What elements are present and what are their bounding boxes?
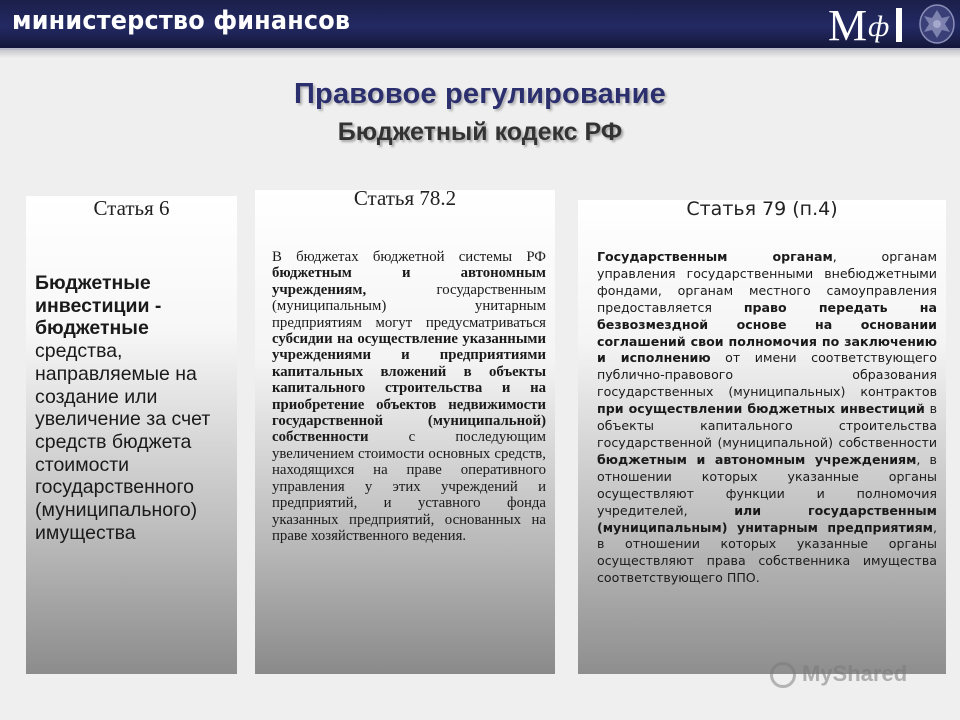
text-segment: при осуществлении бюджетных инвестиций — [597, 401, 925, 417]
header-bar — [0, 0, 960, 50]
text-segment: с последующим увеличением стоимости основных средств, находящихся на праве оперативного управления у этих учреждений и предприятий, и уставного фонда указанных предприятий, основанных на праве хозяйственного ведения. — [272, 429, 546, 544]
text-segment: право передать на безвозмездной основе на основании соглашений свои полномочия по заключению и исполнению — [597, 299, 937, 366]
coat-of-arms-icon — [916, 2, 958, 46]
slide-title: Правовое регулирование — [294, 78, 666, 110]
article-78-2-text — [272, 249, 546, 544]
text-segment: в объекты капитального строительства государственной (муниципальной) собственности — [597, 401, 937, 450]
ministry-name: министерство финансов — [12, 6, 351, 36]
text-segment: , в отношении которых указанные органы осуществляют функции и полномочия учредителей, — [597, 451, 937, 518]
text-segment: субсидии на осуществление указанными учреждениями и предприятиями капитальных вложений в объекты капитального строительства и на приобретение объектов недвижимости государственной (муниципальной) собственности — [272, 331, 546, 446]
text-segment: бюджетным и автономным учреждениям, — [272, 265, 546, 298]
slide-subtitle: Бюджетный кодекс РФ — [337, 118, 623, 146]
article-79-text — [597, 249, 937, 587]
text-segment: средства, направляемые на создание или увеличение за счет средств бюджета стоимости государственного (муниципального) имущества — [35, 340, 211, 544]
article-6-heading: Статья 6 — [93, 196, 170, 220]
watermark-logo-icon — [770, 662, 796, 688]
article-78-2-heading: Статья 78.2 — [353, 186, 457, 210]
text-segment: бюджетным и автономным учреждениям — [597, 451, 917, 467]
header-shadow — [0, 50, 960, 58]
text-segment: , в отношении которых указанные органы осуществляют права собственника имущества соответствующего ППО. — [597, 519, 937, 586]
article-79-heading: Статья 79 (п.4) — [686, 198, 838, 220]
text-segment: В бюджетах бюджетной системы РФ — [272, 249, 546, 265]
article-6-text — [35, 272, 231, 544]
watermark — [770, 660, 940, 690]
svg-text:М: М — [828, 2, 868, 46]
svg-text:ф: ф — [868, 10, 890, 43]
text-segment: Государственным органам — [597, 249, 833, 264]
ministry-logo — [826, 2, 914, 46]
text-segment: государственным (муниципальным) унитарным предприятиям могут предусматриваться — [272, 281, 546, 331]
text-segment: , органам управления государственными внебюджетными фондами, органам местного самоуправления предоставляется — [597, 249, 937, 315]
watermark-text: MyShared — [802, 661, 908, 686]
text-segment: от имени соответствующего публично-правового образования государственных (муниципальных) контрактов — [597, 350, 938, 400]
text-segment: Бюджетные инвестиции - бюджетные — [35, 272, 162, 340]
text-segment: или государственным (муниципальным) унитарным предприятиям — [597, 502, 937, 535]
